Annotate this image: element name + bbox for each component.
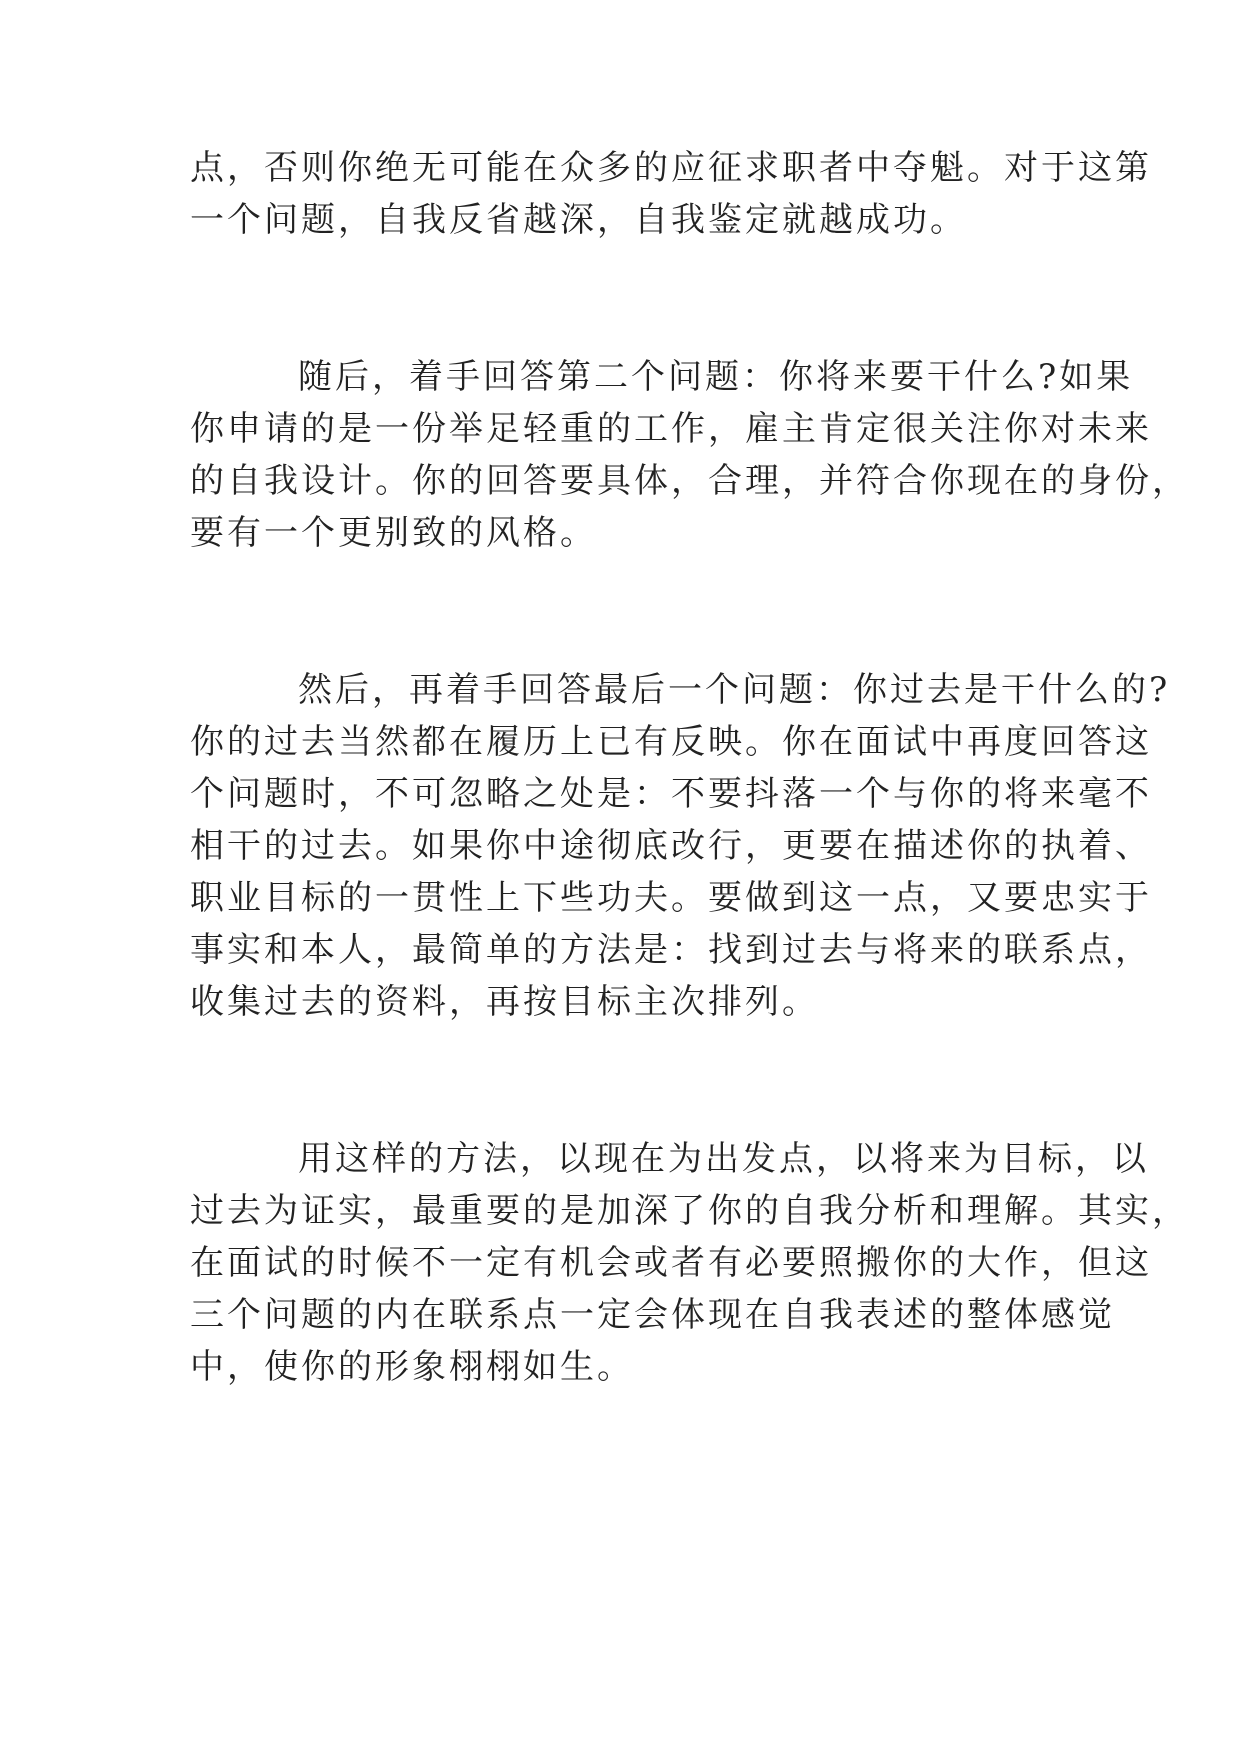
paragraph-line: 三个问题的内在联系点一定会体现在自我表述的整体感觉	[190, 1295, 1115, 1335]
paragraph-line: 在面试的时候不一定有机会或者有必要照搬你的大作，但这	[190, 1243, 1152, 1283]
paragraph-line: 职业目标的一贯性上下些功夫。要做到这一点，又要忠实于	[190, 878, 1152, 918]
paragraph-line: 的自我设计。你的回答要具体，合理，并符合你现在的身份，	[190, 461, 1189, 501]
paragraph-line: 你申请的是一份举足轻重的工作，雇主肯定很关注你对未来	[190, 409, 1152, 449]
paragraph-line: 用这样的方法，以现在为出发点，以将来为目标，以	[298, 1139, 1149, 1179]
paragraph-line: 要有一个更别致的风格。	[190, 513, 597, 553]
paragraph-line: 点，否则你绝无可能在众多的应征求职者中夺魁。对于这第	[190, 148, 1152, 188]
paragraph-line: 一个问题，自我反省越深，自我鉴定就越成功。	[190, 200, 967, 240]
paragraph-line: 随后，着手回答第二个问题：你将来要干什么?如果	[298, 357, 1134, 397]
paragraph-line: 相干的过去。如果你中途彻底改行，更要在描述你的执着、	[190, 826, 1152, 866]
paragraph-line: 中，使你的形象栩栩如生。	[190, 1347, 634, 1387]
paragraph-line: 个问题时，不可忽略之处是：不要抖落一个与你的将来毫不	[190, 774, 1152, 814]
paragraph-line: 收集过去的资料，再按目标主次排列。	[190, 982, 819, 1022]
paragraph-line: 过去为证实，最重要的是加深了你的自我分析和理解。其实，	[190, 1191, 1189, 1231]
paragraph-line: 事实和本人，最简单的方法是：找到过去与将来的联系点，	[190, 930, 1152, 970]
paragraph-line: 你的过去当然都在履历上已有反映。你在面试中再度回答这	[190, 722, 1152, 762]
paragraph-line: 然后，再着手回答最后一个问题：你过去是干什么的?	[298, 670, 1171, 710]
